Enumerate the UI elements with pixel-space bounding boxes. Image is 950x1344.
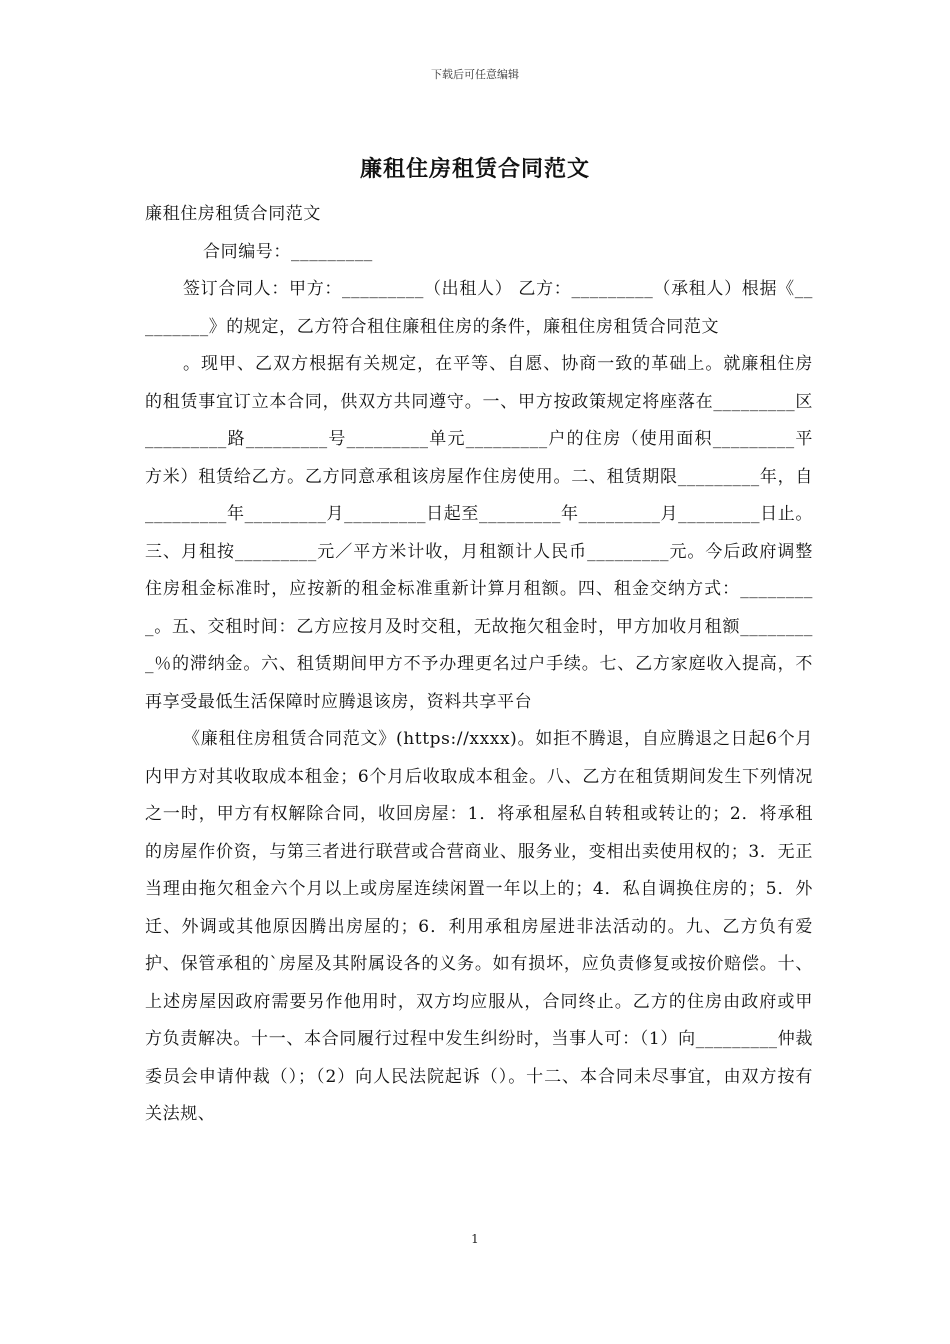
parties-paragraph: 签订合同人：甲方：_________（出租人） 乙方：_________（承租人）根据《_________》的规定，乙方符合租住廉租住房的条件，廉租住房租赁合同范文 <box>145 279 813 337</box>
document-title: 廉租住房租赁合同范文 <box>359 156 590 182</box>
document-body <box>145 196 813 1134</box>
termination-paragraph: 《廉租住房租赁合同范文》(https://xxxx)。如拒不腾退，自应腾退之日起6个月内甲方对其收取成本租金；6个月后收取成本租金。八、乙方在租赁期间发生下列情况之一时，甲方有权解除合同，收回房屋：1．将承租屋私自转租或转让的；2．将承租的房屋作价资，与第三者进行联营或合营商业、服务业，变相出卖使用权的；3．无正当理由拖欠租金六个月以上或房屋连续闲置一年以上的；4．私自调换住房的；5．外迁、外调或其他原因腾出房屋的；6．利用承租房屋进非法活动的。九、乙方负有爱护、保管承租的`房屋及其附属设各的义务。如有损坏，应负责修复或按价赔偿。十、上述房屋因政府需要另作他用时，双方均应服从，合同终止。乙方的住房由政府或甲方负责解决。十一、本合同履行过程中发生纠纷时，当事人可：（1）向_________仲裁委员会申请仲裁（）；（2）向人民法院起诉（）。十二、本合同未尽事宜，由双方按有关法规、 <box>145 729 813 1124</box>
terms-paragraph: 。现甲、乙双方根据有关规定，在平等、自愿、协商一致的革础上。就廉租住房的租赁事宜订立本合同，供双方共同遵守。一、甲方按政策规定将座落在_________区_________路_________号_________单元_________户的住房（使用面积_________平方米）租赁给乙方。乙方同意承租该房屋作住房使用。二、租赁期限_________年，自_________年_________月_________日起至_________年_________月_________日止。 三、月租按_________元／平方米计收，月租额计人民币_________元。今后政府调整住房租金标准时，应按新的租金标准重新计算月租额。四、租金交纳方式：_________。五、交租时间：乙方应按月及时交租，无故拖欠租金时，甲方加收月租额_________％的滞纳金。六、租赁期间甲方不予办理更名过户手续。七、乙方家庭收入提高，不再享受最低生活保障时应腾退该房，资料共享平台 <box>145 354 813 712</box>
subtitle-paragraph: 廉租住房租赁合同范文 <box>145 204 321 224</box>
contract-number-paragraph: 合同编号：_________ <box>203 241 373 262</box>
page-number: 1 <box>471 1232 479 1246</box>
page-header-note: 下载后可任意编辑 <box>431 68 519 81</box>
